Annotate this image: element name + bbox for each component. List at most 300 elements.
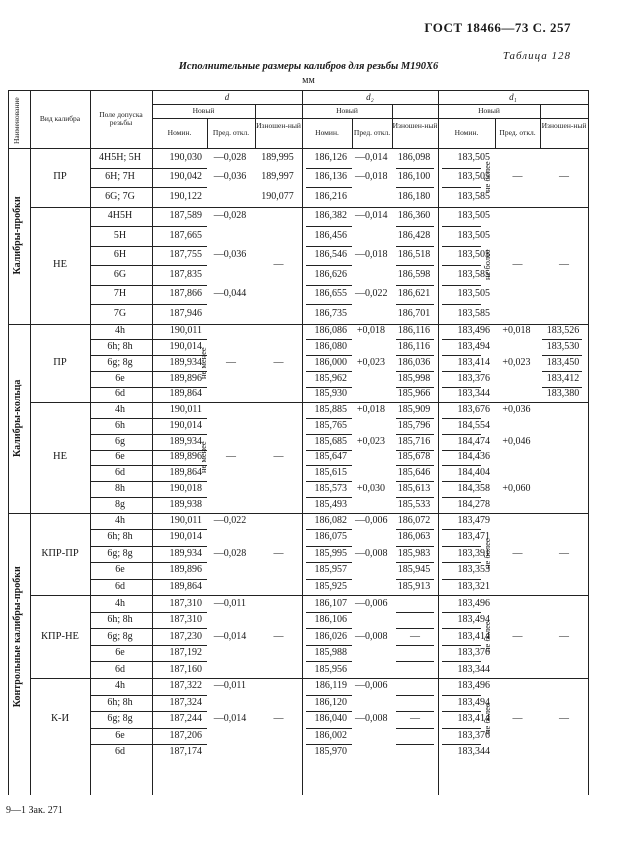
rule-line — [90, 612, 207, 613]
col-dev-header: Пред. откл. — [499, 128, 536, 137]
rule-line — [396, 645, 434, 646]
rule-line — [90, 434, 207, 435]
rule-line — [396, 387, 434, 388]
limit-note: не менее — [198, 347, 208, 379]
rule-line — [152, 90, 153, 795]
col-dev-header: Пред. откл. — [212, 128, 250, 137]
table-cell-d2w: 186,116 — [397, 325, 431, 337]
table-cell-d2d: —0,018 — [355, 171, 388, 183]
caliber-kind: ПР — [53, 356, 67, 368]
table-cell-tol: 6d — [115, 580, 125, 592]
table-cell-d1: 183,321 — [457, 580, 490, 592]
rule-line — [90, 645, 207, 646]
rule-line — [442, 187, 481, 188]
table-cell-d: 189,864 — [169, 467, 202, 479]
table-cell-d1: 184,358 — [457, 482, 490, 494]
table-cell-d1: 184,278 — [457, 498, 490, 510]
table-cell-d2: 185,647 — [314, 451, 347, 463]
col-nom-header: Номин. — [315, 128, 339, 137]
table-cell-tol: 6G; 7G — [105, 190, 135, 202]
table-cell-d1: 183,344 — [457, 663, 490, 675]
table-cell-d2d: —0,006 — [355, 597, 388, 609]
table-cell-d1: 183,353 — [457, 564, 490, 576]
rule-line — [306, 387, 352, 388]
table-cell-d: 187,244 — [169, 713, 202, 725]
rule-line — [396, 628, 434, 629]
table-cell-tol: 6e — [115, 451, 125, 463]
table-cell-d2: 185,615 — [314, 467, 347, 479]
table-cell-d1: 183,496 — [457, 597, 490, 609]
table-title: Исполнительные размеры калибров для резьбы М190Х6 — [178, 61, 439, 72]
rule-line — [306, 546, 352, 547]
rule-line — [302, 90, 303, 795]
rule-line — [306, 628, 352, 629]
table-cell-tol: 6h; 8h — [107, 614, 133, 626]
rule-line — [396, 465, 434, 466]
dash-mark: — — [559, 547, 569, 559]
rule-line — [396, 529, 434, 530]
rule-line — [90, 450, 207, 451]
table-cell-d: 187,192 — [169, 647, 202, 659]
table-cell-d1: 183,496 — [457, 325, 490, 337]
rule-line — [442, 434, 481, 435]
dash-mark: — — [273, 713, 284, 725]
rule-line — [306, 226, 352, 227]
table-cell-tol: 7G — [113, 307, 127, 319]
table-cell-d1: 183,585 — [457, 190, 490, 202]
col-worn-header: Изношен-ный — [256, 121, 301, 130]
table-cell-tol: 6G — [113, 268, 127, 280]
rule-line — [306, 728, 352, 729]
table-cell-tol: 4h — [115, 514, 125, 526]
dash-mark: — — [512, 630, 523, 642]
table-cell-d2w: 186,063 — [397, 531, 431, 543]
rule-line — [396, 418, 434, 419]
table-cell-d2d: —0,008 — [355, 630, 388, 642]
table-cell-d: 189,934 — [169, 547, 202, 559]
col-new-header: Новый — [336, 106, 358, 115]
rule-line — [90, 355, 207, 356]
table-cell-d2w: 186,428 — [397, 229, 431, 241]
rule-line — [396, 434, 434, 435]
dash-mark: — — [512, 713, 523, 725]
rule-line — [306, 744, 352, 745]
rule-line — [542, 371, 582, 372]
col-name-header: Наименование — [12, 97, 21, 145]
dash-mark: — — [273, 451, 284, 463]
table-unit: мм — [302, 75, 315, 86]
table-cell-d2: 185,988 — [314, 647, 347, 659]
rule-line — [442, 661, 481, 662]
limit-note: не более — [482, 161, 492, 193]
rule-line — [90, 579, 207, 580]
rule-line — [90, 546, 207, 547]
rule-line — [442, 744, 481, 745]
table-cell-dd: —0,028 — [213, 547, 247, 559]
limit-note: не более — [482, 538, 492, 570]
table-cell-d: 190,014 — [169, 419, 202, 431]
table-cell-d2: 186,546 — [314, 249, 347, 261]
table-cell-dd: —0,011 — [213, 597, 247, 609]
col-caliber-header: Вид калибра — [39, 114, 81, 123]
table-cell-d1: 183,376 — [457, 647, 490, 659]
table-cell-tol: 6d — [115, 663, 125, 675]
rule-line — [442, 339, 481, 340]
rule-line — [396, 711, 434, 712]
rule-line — [90, 265, 207, 266]
rule-line — [90, 628, 207, 629]
table-cell-d2w: 186,701 — [397, 307, 431, 319]
rule-line — [306, 612, 352, 613]
rule-line — [542, 355, 582, 356]
table-cell-tol: 4H5H — [107, 210, 133, 222]
limit-note: не более — [482, 249, 492, 281]
table-cell-d1: 183,376 — [457, 372, 490, 384]
table-cell-d1w: 183,450 — [546, 356, 580, 368]
rule-line — [306, 695, 352, 696]
limit-note: не более — [482, 621, 492, 652]
table-cell-d2w: 185,966 — [397, 388, 431, 400]
table-cell-d: 187,322 — [169, 680, 202, 692]
table-cell-d2: 185,970 — [314, 746, 347, 758]
rule-line — [396, 579, 434, 580]
table-cell-d2: 186,026 — [314, 630, 347, 642]
rule-line — [442, 497, 481, 498]
table-cell-dd: —0,036 — [213, 171, 247, 183]
rule-line — [306, 285, 352, 286]
table-cell-d2w: 185,945 — [397, 564, 431, 576]
rule-line — [442, 562, 481, 563]
table-cell-d2d: —0,008 — [355, 547, 388, 559]
dash-mark: — — [559, 713, 569, 725]
table-cell-d1: 183,391 — [457, 547, 490, 559]
dash-mark: — — [273, 259, 284, 270]
rule-line — [442, 246, 481, 247]
rule-line — [442, 387, 481, 388]
rule-line — [306, 339, 352, 340]
table-cell-d2: 185,573 — [314, 482, 347, 494]
rule-line — [306, 711, 352, 712]
table-cell-d2: 186,136 — [314, 171, 347, 183]
table-cell-d: 187,160 — [169, 663, 202, 675]
col-d-header: d — [224, 92, 230, 102]
table-cell-d2: 186,086 — [314, 325, 347, 337]
dash-mark: — — [226, 451, 236, 463]
table-cell-d: 187,866 — [169, 288, 202, 300]
table-cell-d2d: —0,022 — [355, 288, 388, 300]
table-cell-d1d: +0,036 — [502, 404, 531, 416]
table-cell-d2w: 186,621 — [397, 288, 431, 300]
rule-line — [442, 645, 481, 646]
table-cell-d2d: +0,018 — [356, 404, 386, 416]
dash-mark: — — [410, 713, 420, 725]
rule-line — [442, 579, 481, 580]
caliber-kind: ПР — [53, 171, 67, 183]
dash-mark: — — [273, 547, 284, 559]
table-cell-tol: 6H — [113, 249, 127, 261]
table-cell-tol: 6h; 8h — [107, 531, 133, 543]
rule-line — [442, 612, 481, 613]
rule-line — [30, 324, 588, 325]
table-cell-d2w: 185,716 — [397, 435, 431, 447]
rule-line — [396, 285, 434, 286]
table-cell-d1: 183,585 — [457, 307, 490, 319]
table-cell-d: 189,864 — [169, 580, 202, 592]
table-cell-tol: 6h — [115, 419, 125, 431]
col-tolerance-header: Поле допуска резьбы — [99, 110, 143, 127]
rule-line — [396, 744, 434, 745]
rule-line — [306, 645, 352, 646]
table-cell-d2: 186,735 — [314, 307, 347, 319]
rule-line — [442, 168, 481, 169]
table-cell-tol: 6g; 8g — [107, 547, 133, 559]
table-cell-tol: 6g — [115, 435, 125, 447]
table-cell-tol: 4H5H; 5H — [99, 151, 141, 163]
table-cell-d1: 183,496 — [457, 680, 490, 692]
table-cell-d1: 183,414 — [457, 356, 490, 368]
dash-mark: — — [559, 171, 569, 183]
table-cell-d2w: 185,613 — [397, 482, 431, 494]
table-cell-d2: 186,000 — [314, 356, 347, 368]
col-worn-header: Изношен-ный — [392, 121, 438, 130]
limit-note: не менее — [198, 441, 208, 474]
table-cell-d1: 183,471 — [457, 531, 490, 543]
table-cell-d1: 183,479 — [457, 514, 490, 526]
rule-line — [90, 695, 207, 696]
table-cell-dd: —0,014 — [213, 713, 247, 725]
rule-line — [442, 695, 481, 696]
col-d1-header: d₁ — [509, 92, 517, 102]
dash-mark: — — [559, 630, 569, 642]
rule-line — [90, 187, 207, 188]
table-cell-d2: 185,765 — [314, 419, 347, 431]
table-cell-d2: 185,925 — [314, 580, 347, 592]
table-cell-tol: 7H — [113, 288, 127, 300]
table-cell-d2d: —0,006 — [355, 514, 388, 526]
col-d2-header: d₂ — [366, 92, 374, 102]
rule-line — [396, 612, 434, 613]
table-cell-d2w: 186,598 — [397, 268, 431, 280]
table-cell-d2: 186,082 — [314, 514, 347, 526]
table-cell-dw: 190,077 — [261, 190, 294, 202]
table-cell-d: 189,896 — [169, 564, 202, 576]
rule-line — [442, 371, 481, 372]
dash-mark: — — [273, 356, 284, 368]
table-cell-d2d: +0,023 — [356, 356, 386, 368]
table-cell-d: 187,835 — [169, 268, 202, 280]
table-cell-d: 190,011 — [169, 514, 202, 526]
rule-line — [90, 497, 207, 498]
table-cell-d1: 183,414 — [457, 630, 490, 642]
rule-line — [30, 207, 588, 208]
limit-note: не более — [482, 704, 492, 735]
rule-line — [396, 355, 434, 356]
table-cell-dd: —0,014 — [213, 630, 247, 642]
table-cell-d2w: 186,100 — [397, 171, 431, 183]
rule-line — [306, 562, 352, 563]
col-nom-header: Номин. — [454, 128, 479, 137]
rule-line — [588, 90, 589, 795]
table-cell-d1d: +0,060 — [502, 482, 531, 494]
table-cell-d2: 185,995 — [314, 547, 347, 559]
table-cell-d2w: 185,909 — [397, 404, 431, 416]
rule-line — [396, 226, 434, 227]
table-cell-d2d: +0,023 — [356, 435, 386, 447]
table-cell-dd: —0,011 — [213, 680, 247, 692]
rule-line — [396, 265, 434, 266]
table-cell-d1w: 183,526 — [546, 325, 580, 337]
rule-line — [442, 546, 481, 547]
rule-line — [442, 628, 481, 629]
table-cell-d: 189,934 — [169, 435, 202, 447]
rule-line — [396, 339, 434, 340]
rule-line — [396, 661, 434, 662]
group-label: Калибры-пробки — [12, 196, 23, 275]
rule-line — [542, 339, 582, 340]
table-cell-d: 187,174 — [169, 746, 202, 758]
rule-line — [90, 481, 207, 482]
rule-line — [30, 513, 588, 514]
rule-line — [442, 465, 481, 466]
table-cell-d2w: 186,518 — [397, 249, 431, 261]
rule-line — [90, 90, 91, 795]
rule-line — [396, 546, 434, 547]
table-cell-d2w: 186,116 — [397, 341, 431, 353]
rule-line — [90, 304, 207, 305]
caliber-kind: НЕ — [53, 259, 67, 270]
table-cell-d1d: +0,023 — [502, 356, 531, 368]
table-cell-d1: 183,585 — [457, 268, 490, 280]
dash-mark: — — [226, 356, 236, 368]
table-cell-d1: 183,676 — [457, 404, 490, 416]
table-cell-d: 187,589 — [169, 210, 202, 222]
table-cell-dd: —0,044 — [213, 288, 247, 300]
table-cell-d2w: 186,360 — [397, 210, 431, 222]
rule-line — [542, 387, 582, 388]
table-cell-d2d: —0,014 — [355, 210, 388, 222]
table-cell-d1: 183,344 — [457, 746, 490, 758]
table-cell-d2: 185,957 — [314, 564, 347, 576]
table-number: Таблица 128 — [502, 50, 571, 62]
rule-line — [90, 529, 207, 530]
rule-line — [306, 465, 352, 466]
table-cell-d1: 184,436 — [457, 451, 490, 463]
rule-line — [306, 529, 352, 530]
rule-line — [306, 481, 352, 482]
table-cell-d2w: 185,998 — [397, 372, 431, 384]
rule-line — [306, 497, 352, 498]
rule-line — [396, 168, 434, 169]
table-cell-d1: 183,494 — [457, 696, 490, 708]
table-cell-d2: 186,107 — [314, 597, 347, 609]
table-cell-d1: 183,505 — [457, 288, 490, 300]
table-cell-tol: 6h; 8h — [107, 696, 133, 708]
table-cell-d1: 183,505 — [457, 171, 490, 183]
rule-line — [396, 187, 434, 188]
table-cell-d: 190,042 — [169, 171, 202, 183]
table-cell-tol: 4h — [115, 404, 125, 416]
table-cell-d2: 185,685 — [314, 435, 347, 447]
table-cell-d: 189,896 — [169, 451, 202, 463]
rule-line — [8, 90, 9, 795]
page-footer: 9—1 Зак. 271 — [6, 805, 63, 816]
table-cell-dw: 189,997 — [261, 171, 294, 183]
rule-line — [30, 90, 31, 795]
rule-line — [90, 246, 207, 247]
table-cell-tol: 6e — [115, 647, 125, 659]
table-cell-d: 187,324 — [169, 696, 202, 708]
caliber-kind: НЕ — [53, 451, 67, 463]
rule-line — [306, 304, 352, 305]
table-cell-d2: 186,075 — [314, 531, 347, 543]
rule-line — [90, 661, 207, 662]
table-cell-d2: 185,885 — [314, 404, 347, 416]
table-cell-d: 187,206 — [169, 729, 202, 741]
table-cell-d2w: 186,036 — [397, 356, 431, 368]
rule-line — [306, 418, 352, 419]
table-cell-d: 189,864 — [169, 388, 202, 400]
table-cell-d: 190,122 — [169, 190, 202, 202]
table-cell-d1: 183,505 — [457, 151, 490, 163]
rule-line — [30, 595, 588, 596]
col-nom-header: Номин. — [167, 128, 192, 137]
table-cell-d: 190,014 — [169, 341, 202, 353]
rule-line — [306, 355, 352, 356]
rule-line — [442, 728, 481, 729]
table-cell-d1w: 183,530 — [546, 341, 580, 353]
rule-line — [396, 562, 434, 563]
rule-line — [442, 355, 481, 356]
table-cell-d1: 183,505 — [457, 229, 490, 241]
rule-line — [90, 339, 207, 340]
table-cell-d1: 184,404 — [457, 467, 490, 479]
rule-line — [442, 418, 481, 419]
table-cell-d2: 186,456 — [314, 229, 347, 241]
rule-line — [90, 418, 207, 419]
rule-line — [442, 450, 481, 451]
rule-line — [306, 246, 352, 247]
table-cell-d2w: 185,646 — [397, 467, 431, 479]
table-cell-d2d: —0,014 — [355, 151, 388, 163]
table-cell-tol: 8h — [115, 482, 125, 494]
table-cell-d: 190,011 — [169, 404, 202, 416]
table-cell-tol: 4h — [115, 325, 125, 337]
rule-line — [396, 246, 434, 247]
table-cell-d: 190,030 — [169, 151, 202, 163]
table-cell-d2d: —0,008 — [355, 713, 388, 725]
table-cell-d1d: +0,018 — [502, 325, 531, 337]
table-cell-d: 187,310 — [169, 614, 202, 626]
rule-line — [442, 285, 481, 286]
table-cell-tol: 8g — [115, 498, 125, 510]
table-cell-d: 187,665 — [169, 229, 202, 241]
rule-line — [396, 371, 434, 372]
table-cell-tol: 5H — [113, 229, 127, 241]
table-cell-d2: 185,493 — [314, 498, 347, 510]
table-cell-d2: 185,962 — [314, 372, 347, 384]
table-cell-d1: 183,505 — [457, 210, 490, 222]
table-cell-d1: 183,414 — [457, 713, 490, 725]
table-cell-tol: 6g; 8g — [107, 713, 133, 725]
rule-line — [396, 304, 434, 305]
rule-line — [438, 90, 439, 795]
rule-line — [396, 450, 434, 451]
table-cell-d: 187,310 — [169, 597, 202, 609]
caliber-kind: К-И — [50, 713, 70, 725]
rule-line — [306, 450, 352, 451]
dash-mark: — — [512, 259, 523, 270]
rule-line — [442, 529, 481, 530]
